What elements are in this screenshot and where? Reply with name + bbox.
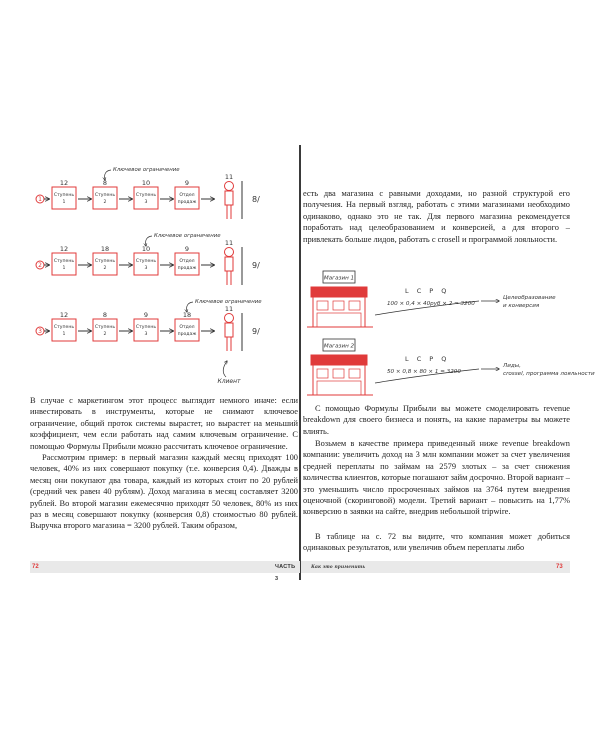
person-body	[225, 323, 233, 337]
stage-name: Ступень	[53, 193, 75, 198]
person-body	[225, 257, 233, 271]
stage-name: Отдел	[179, 193, 195, 198]
stage-name: Ступень	[94, 325, 116, 330]
shop-wall	[313, 365, 365, 395]
left-section-title: ЧАСТЬ 3	[275, 564, 296, 582]
stage-count: 11	[224, 173, 234, 181]
stage-name: 3	[144, 200, 148, 205]
stage-name: 1	[62, 332, 66, 337]
stage-name: Ступень	[135, 259, 157, 264]
right-paragraph-3: Возьмем в качестве примера приведенный ниже revenue breakdown компании: увеличить доход на 3 млн компании может за счет увеличения средней переплаты по займам на 2579 злотых – за счет снижения количества клиентов, которые погашают займ досрочно. Второй вариант – это уменьшить число просроченных займов на 3764 путем внедрения оценочной (скоринговой) модели. Третий вариант – повысить на 1,77% конверсию в заявки на сайте, внедрив небольшой tripwire.	[303, 439, 570, 517]
stage-count: 12	[59, 311, 69, 319]
shop-2	[307, 339, 595, 395]
shop-window	[333, 369, 344, 378]
funnel-output: 8/	[252, 195, 260, 204]
stage-name: 2	[103, 266, 107, 271]
stage-count: 11	[224, 305, 234, 313]
person-head	[225, 182, 234, 191]
key-constraint-label: Ключевое ограничение	[154, 233, 221, 239]
stage-name: 2	[103, 200, 107, 205]
stage-name: Отдел	[179, 325, 195, 330]
page-gutter	[299, 145, 301, 580]
shop-window	[317, 301, 328, 310]
shop-formula: 50 × 0,8 × 80 × 1 = 3200	[387, 369, 461, 375]
stage-name: продаж	[177, 266, 197, 271]
shop-note: Лиды,	[503, 363, 521, 369]
funnel-row-1	[36, 167, 260, 219]
left-page-number: 72	[32, 564, 39, 570]
right-section-title: Как это применить	[311, 564, 366, 570]
stage-box	[52, 253, 76, 275]
shop-roof	[311, 355, 367, 365]
stage-box	[134, 253, 158, 275]
stage-name: 1	[62, 200, 66, 205]
stage-count: 12	[59, 245, 69, 253]
stage-count: 8	[102, 311, 108, 319]
stage-count: 11	[224, 239, 234, 247]
left-paragraph-2: Рассмотрим пример: в первый магазин каждый месяц приходят 100 человек, 40% из них совершают покупку (т.е. конверсия 0,4). Дважды в месяц они покупают два товара, каждый из которых стоит по 20 рублей (средний чек равен 40 рублям). Доход магазина в месяц составляет 3200 рублей. Во второй магазин ежемесячно приходят 50 человек, 80% из них раз в месяц совершают покупку (конверсия 0,8) стоимостью 80 рублей. Выручка второго магазина = 3200 рублей. Таким образом,	[30, 453, 298, 531]
stage-name: Ступень	[94, 259, 116, 264]
stage-count: 10	[141, 245, 151, 253]
funnel-number: 2	[38, 262, 42, 270]
stage-box	[175, 253, 199, 275]
funnel-diagrams	[30, 145, 298, 405]
key-constraint-label: Ключевое ограничение	[113, 167, 180, 173]
stage-name: Ступень	[53, 259, 75, 264]
right-footer	[301, 561, 570, 573]
stage-name: 2	[103, 332, 107, 337]
stage-count: 9	[143, 311, 149, 319]
stage-box	[93, 319, 117, 341]
shop-formula: 100 × 0,4 × 40руб × 2 = 3200	[387, 301, 475, 307]
right-paragraph-1: есть два магазина с равными доходами, но разной структурой его получения. На первый взгляд, работать с этими магазинами необходимо одинаково, однако это не так. Для первого магазина рекомендуется поработать над целеобразованием и конверсией, а для второго – привлекать больше лидов, работать с crosell и программой лояльности.	[303, 189, 570, 244]
shop-sign: Магазин 2	[323, 343, 355, 350]
stage-name: 3	[144, 332, 148, 337]
key-constraint-label: Ключевое ограничение	[195, 299, 262, 305]
stage-box	[134, 187, 158, 209]
stage-box	[134, 319, 158, 341]
shop-sign: Магазин 1	[323, 275, 355, 282]
client-label: Клиент	[217, 378, 241, 385]
shop-note: и конверсия	[503, 303, 540, 309]
funnel-row-2	[36, 233, 260, 285]
stage-count: 9	[184, 245, 190, 253]
stage-name: 1	[62, 266, 66, 271]
stage-name: продаж	[177, 332, 197, 337]
stage-box	[175, 187, 199, 209]
funnel-output: 9/	[252, 261, 260, 270]
shop-illustrations	[303, 263, 595, 403]
right-paragraph-4: В таблице на с. 72 вы видите, что компания может добиться одинаковых результатов, или увеличив объем переплаты либо	[303, 532, 570, 553]
shop-roof	[311, 287, 367, 297]
shop-window	[349, 301, 360, 310]
shop-window	[349, 369, 360, 378]
shop-note: Целеобразование	[503, 295, 556, 301]
shop-letters: L C P Q	[405, 287, 450, 295]
stage-count: 12	[59, 179, 69, 187]
left-footer	[30, 561, 300, 582]
stage-name: продаж	[177, 200, 197, 205]
client-arrow	[223, 361, 227, 377]
right-page	[303, 145, 595, 580]
stage-box	[93, 253, 117, 275]
shop-window	[333, 301, 344, 310]
shop-window	[317, 369, 328, 378]
stage-box	[52, 319, 76, 341]
stage-count: 10	[141, 179, 151, 187]
stage-count: 9	[184, 179, 190, 187]
stage-count: 18	[100, 245, 110, 253]
right-page-number: 73	[556, 564, 563, 570]
person-body	[225, 191, 233, 205]
stage-count: 18	[182, 311, 192, 319]
stage-name: Ступень	[135, 325, 157, 330]
funnel-row-3	[36, 299, 262, 351]
stage-box	[175, 319, 199, 341]
right-paragraph-2: С помощью Формулы Прибыли вы можете смоделировать revenue breakdown для своего бизнеса и понять, на какие параметры вы можете влиять.	[303, 404, 570, 436]
stage-box	[52, 187, 76, 209]
left-paragraph-1: В случае с маркетингом этот процесс выглядит немного иначе: если инвестировать в инструменты, которые не снимают ключевое ограничение, общий проток системы вырастет, но вырастет на меньший коэффициент, чем если работать над самим ключевым ограничение. С помощью Формулы Прибыли можно рассчитать ключевое ограничение.	[30, 396, 298, 451]
shop-letters: L C P Q	[405, 355, 450, 363]
stage-name: Отдел	[179, 259, 195, 264]
funnel-output: 9/	[252, 327, 260, 336]
stage-name: Ступень	[53, 325, 75, 330]
left-page	[30, 145, 298, 580]
shop-door	[317, 313, 361, 327]
shop-note: crossel, программа лояльности	[503, 371, 595, 377]
stage-name: Ступень	[135, 193, 157, 198]
shop-1	[307, 271, 556, 327]
person-head	[225, 248, 234, 257]
stage-box	[93, 187, 117, 209]
stage-name: 3	[144, 266, 148, 271]
person-head	[225, 314, 234, 323]
stage-name: Ступень	[94, 193, 116, 198]
stage-count: 8	[102, 179, 108, 187]
shop-door	[317, 381, 361, 395]
funnel-number: 3	[38, 328, 42, 336]
funnel-number: 1	[38, 196, 42, 204]
shop-wall	[313, 297, 365, 327]
